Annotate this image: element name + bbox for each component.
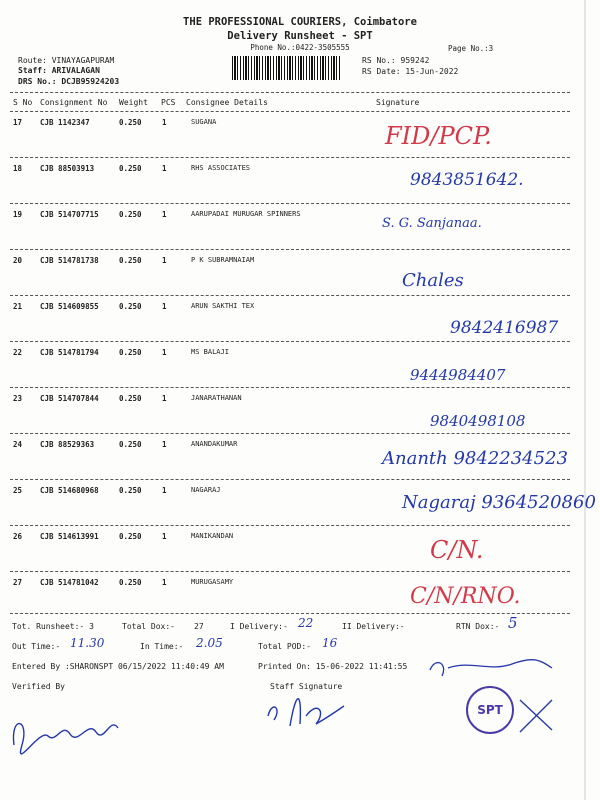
row-consignment: CJB 514781738 <box>40 256 99 265</box>
row-sno: 24 <box>13 440 23 449</box>
col-header-pcs: PCS <box>161 98 176 107</box>
manager-signature <box>430 660 552 676</box>
total-pod-value: 16 <box>322 636 338 650</box>
row-sno: 19 <box>13 210 23 219</box>
row-sno: 25 <box>13 486 23 495</box>
row-consignee: P K SUBRAMNAIAM <box>191 256 255 264</box>
row-signature: FID/PCP. <box>385 122 492 150</box>
row-pcs: 1 <box>162 210 167 219</box>
row-consignee: SUGANA <box>191 118 217 126</box>
row-consignee: MURUGASAMY <box>191 578 234 586</box>
row-consignment: CJB 1142347 <box>40 118 90 127</box>
row-consignment: CJB 514707844 <box>40 394 99 403</box>
row-weight: 0.250 <box>119 302 142 311</box>
row-sno: 21 <box>13 302 23 311</box>
total-dox-value: 27 <box>194 622 204 631</box>
row-pcs: 1 <box>162 118 167 127</box>
col-header-consignee: Consignee Details <box>186 98 268 107</box>
row-signature: C/N. <box>430 536 484 564</box>
row-consignment: CJB 88529363 <box>40 440 95 449</box>
row-consignee: RHS ASSOCIATES <box>191 164 251 172</box>
row-weight: 0.250 <box>119 486 142 495</box>
in-time-label: In Time:- <box>140 642 184 651</box>
row-weight: 0.250 <box>119 164 142 173</box>
row-sno: 17 <box>13 118 23 127</box>
row-consignee: ARUN SAKTHI TEX <box>191 302 255 310</box>
row-signature: 9843851642. <box>410 170 524 190</box>
row-pcs: 1 <box>162 532 167 541</box>
row-pcs: 1 <box>162 440 167 449</box>
row-sno: 22 <box>13 348 23 357</box>
entered-by: Entered By :SHARONSPT 06/15/2022 11:40:49 AM <box>12 662 224 671</box>
row-pcs: 1 <box>162 394 167 403</box>
col-header-weight: Weight <box>119 98 148 107</box>
staff-signature-label: Staff Signature <box>270 682 343 691</box>
row-consignment: CJB 514609855 <box>40 302 99 311</box>
drs-number: DRS No.: DCJB95924203 <box>18 77 120 86</box>
row-weight: 0.250 <box>119 440 142 449</box>
row-consignment: CJB 514613991 <box>40 532 99 541</box>
printed-on: Printed On: 15-06-2022 11:41:55 <box>258 662 408 671</box>
in-time-value: 2.05 <box>196 636 223 650</box>
row-consignment: CJB 514781042 <box>40 578 99 587</box>
out-time-value: 11.30 <box>70 636 105 650</box>
row-weight: 0.250 <box>119 394 142 403</box>
runsheet-title: Delivery Runsheet - SPT <box>227 30 373 42</box>
row-sno: 18 <box>13 164 23 173</box>
row-weight: 0.250 <box>119 578 142 587</box>
col-header-sno: S No <box>13 98 33 107</box>
row-weight: 0.250 <box>119 256 142 265</box>
row-weight: 0.250 <box>119 118 142 127</box>
out-time-label: Out Time:- <box>12 642 61 651</box>
col-header-consignment: Consignment No <box>40 98 108 107</box>
row-consignee: AARUPADAI MURUGAR SPINNERS <box>191 210 301 218</box>
row-consignment: CJB 514680968 <box>40 486 99 495</box>
page-number: Page No.:3 <box>448 44 494 53</box>
row-consignment: CJB 514707715 <box>40 210 99 219</box>
verified-by: Verified By <box>12 682 65 691</box>
row-pcs: 1 <box>162 486 167 495</box>
i-delivery-label: I Delivery:- <box>230 622 288 631</box>
row-signature: Nagaraj 9364520860 <box>402 492 596 513</box>
row-pcs: 1 <box>162 256 167 265</box>
row-signature: 9444984407 <box>410 366 506 384</box>
row-sno: 23 <box>13 394 23 403</box>
row-pcs: 1 <box>162 164 167 173</box>
row-pcs: 1 <box>162 302 167 311</box>
row-signature: Chales <box>402 270 464 291</box>
row-sno: 27 <box>13 578 23 587</box>
ii-delivery-label: II Delivery:- <box>342 622 405 631</box>
row-signature: 9842416987 <box>450 318 559 338</box>
total-pod-label: Total POD:- <box>258 642 311 651</box>
route: Route: VINAYAGAPURAM <box>18 56 115 65</box>
row-weight: 0.250 <box>119 532 142 541</box>
row-signature: 9840498108 <box>430 412 526 430</box>
staff: Staff: ARIVALAGAN <box>18 66 100 75</box>
row-consignee: JANARATHANAN <box>191 394 242 402</box>
stamp-cross-mark <box>520 700 552 732</box>
company-title: THE PROFESSIONAL COURIERS, Coimbatore <box>183 16 417 28</box>
rs-date: RS Date: 15-Jun-2022 <box>362 67 459 76</box>
total-dox-label: Total Dox:- <box>122 622 175 631</box>
rtn-dox-value: 5 <box>508 614 518 632</box>
i-delivery-value: 22 <box>298 616 314 630</box>
row-consignment: CJB 88503913 <box>40 164 95 173</box>
phone-number: Phone No.:0422-3505555 <box>250 43 350 52</box>
row-sno: 20 <box>13 256 23 265</box>
rtn-dox-label: RTN Dox:- <box>456 622 500 631</box>
row-signature: S. G. Sanjanaa. <box>382 216 482 231</box>
row-consignee: ANANDAKUMAR <box>191 440 238 448</box>
col-header-signature: Signature <box>376 98 420 107</box>
row-weight: 0.250 <box>119 210 142 219</box>
rs-number: RS No.: 959242 <box>362 56 430 65</box>
row-weight: 0.250 <box>119 348 142 357</box>
total-runsheet: Tot. Runsheet:- 3 <box>12 622 94 631</box>
row-consignee: MS BALAJI <box>191 348 229 356</box>
row-consignee: NAGARAJ <box>191 486 221 494</box>
row-consignment: CJB 514781794 <box>40 348 99 357</box>
row-pcs: 1 <box>162 348 167 357</box>
spt-stamp: SPT <box>466 686 514 734</box>
row-sno: 26 <box>13 532 23 541</box>
verifier-signature <box>13 724 118 754</box>
row-consignee: MANIKANDAN <box>191 532 234 540</box>
row-pcs: 1 <box>162 578 167 587</box>
staff-signature <box>268 699 344 726</box>
row-signature: Ananth 9842234523 <box>382 448 568 469</box>
row-signature: C/N/RNO. <box>410 584 521 609</box>
